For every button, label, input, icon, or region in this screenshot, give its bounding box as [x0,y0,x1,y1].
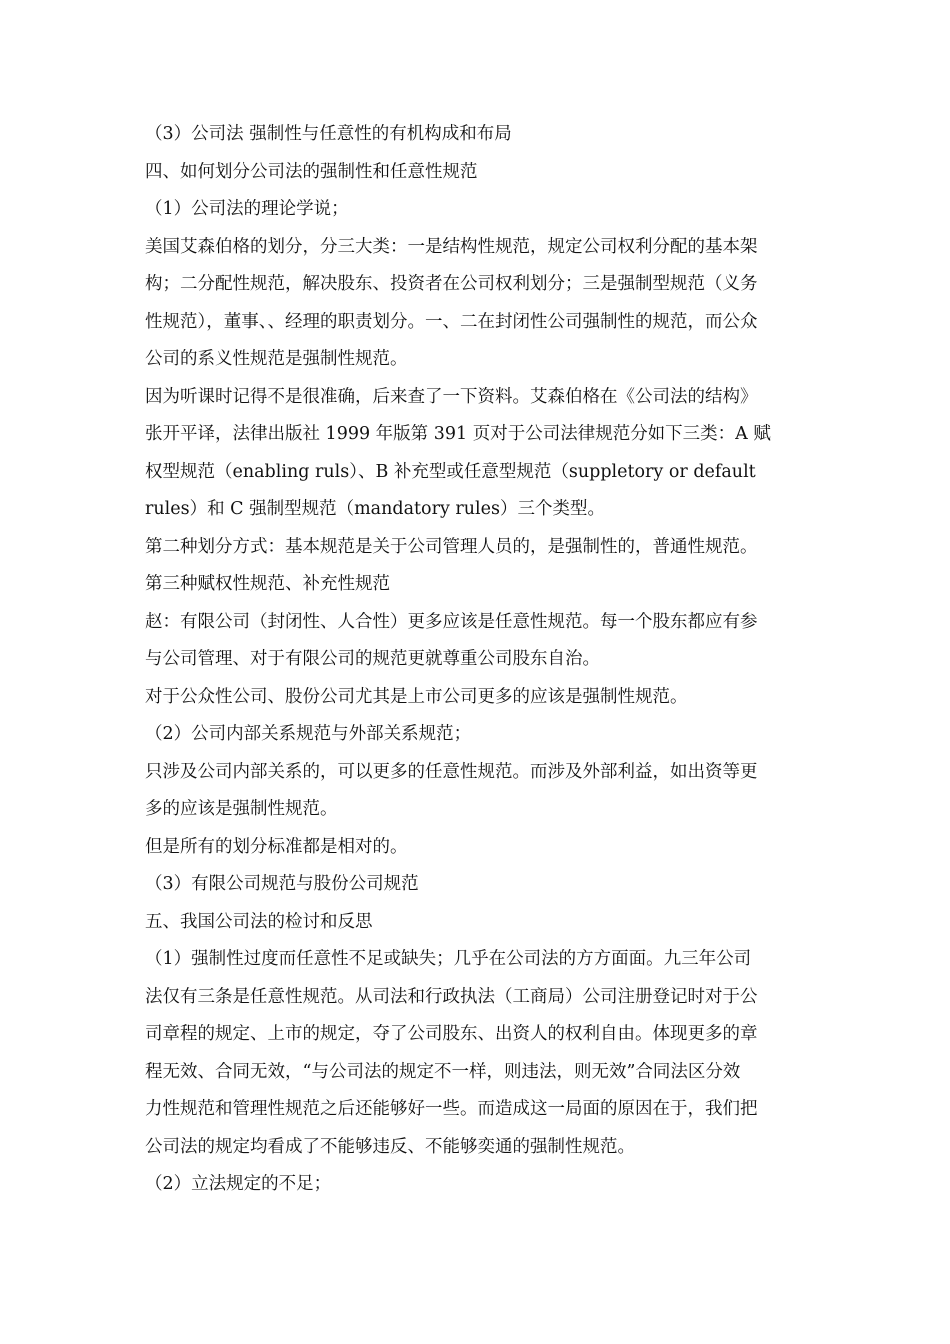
paragraph-line: 因为听课时记得不是很准确，后来查了一下资料。艾森伯格在《公司法的结构》 [145,386,758,407]
paragraph-line: 构；二分配性规范，解决股东、投资者在公司权利划分；三是强制型规范（义务 [145,274,758,294]
paragraph-line: 与公司管理、对于有限公司的规范更就尊重公司股东自治。 [145,649,600,669]
paragraph-line: 权型规范（enabling ruls）、B 补充型或任意型规范（suppletory or default [145,461,756,482]
section-5-heading: 五、我国公司法的检讨和反思 [145,911,373,932]
paragraph-line: 多的应该是强制性规范。 [145,799,338,819]
paragraph-line: 张开平译，法律出版社 1999 年版第 391 页对于公司法律规范分如下三类：A 赋 [145,424,771,444]
paragraph-line: 法仅有三条是任意性规范。从司法和行政执法（工商局）公司注册登记时对于公 [145,986,758,1007]
paragraph-line: 赵：有限公司（封闭性、人合性）更多应该是任意性规范。每一个股东都应有参 [145,611,758,632]
paragraph-line: 程无效、合同无效，“与公司法的规定不一样，则违法，则无效”合同法区分效 [145,1061,741,1082]
paragraph-line: 力性规范和管理性规范之后还能够好一些。而造成这一局面的原因在于，我们把 [145,1099,758,1119]
paragraph-line: 司章程的规定、上市的规定，夺了公司股东、出资人的权利自由。体现更多的章 [145,1024,758,1044]
paragraph-line: 只涉及公司内部关系的，可以更多的任意性规范。而涉及外部利益，如出资等更 [145,761,758,782]
paragraph-line: 性规范），董事、、经理的职责划分。一、二在封闭性公司强制性的规范，而公众 [145,311,758,332]
paragraph-line: 第二种划分方式：基本规范是关于公司管理人员的，是强制性的，普通性规范。 [145,536,758,557]
paragraph-line: 对于公众性公司、股份公司尤其是上市公司更多的应该是强制性规范。 [145,686,688,707]
subheading-2-internal-external: （2）公司内部关系规范与外部关系规范； [145,724,472,744]
paragraph-line: 美国艾森伯格的划分，分三大类：一是结构性规范，规定公司权利分配的基本架 [145,236,758,257]
paragraph-line: 但是所有的划分标准都是相对的。 [145,836,408,857]
paragraph-line: 公司的系义性规范是强制性规范。 [145,349,408,369]
subheading-1-theory: （1）公司法的理论学说； [145,199,349,219]
paragraph-line: （1）强制性过度而任意性不足或缺失；几乎在公司法的方方面面。九三年公司 [145,949,752,969]
heading-3-organic-composition: （3）公司法 强制性与任意性的有机构成和布局 [145,124,512,144]
paragraph-line: rules）和 C 强制型规范（mandatory rules）三个类型。 [145,499,605,519]
paragraph-line: 第三种赋权性规范、补充性规范 [145,574,390,594]
subheading-3-limited-vs-joint-stock: （3）有限公司规范与股份公司规范 [145,874,419,894]
subheading-2-legislative-shortcomings: （2）立法规定的不足； [145,1174,332,1194]
paragraph-line: 公司法的规定均看成了不能够违反、不能够奕通的强制性规范。 [145,1136,635,1157]
section-4-heading: 四、如何划分公司法的强制性和任意性规范 [145,161,478,182]
